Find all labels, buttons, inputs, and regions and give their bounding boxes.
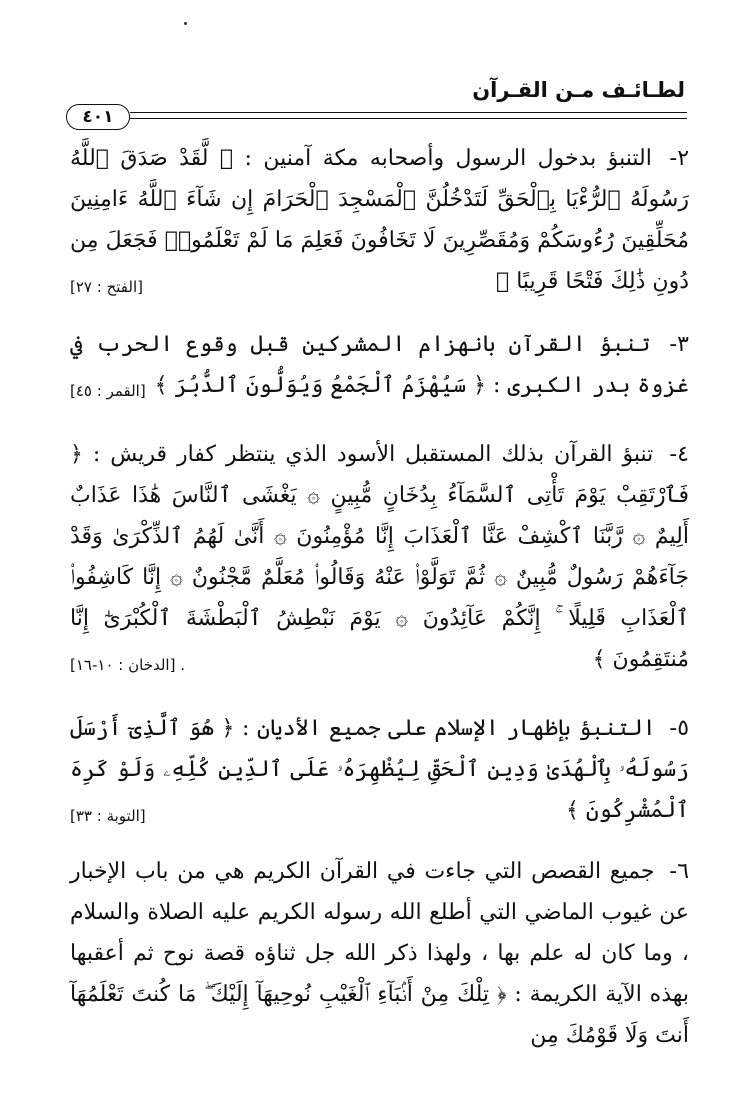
list-item	[70, 434, 689, 686]
item-text: جميع القصص التي جاءت في القرآن الكريم هي من باب الإخبار عن غيوب الماضي التي أطلع الله رسوله الكريم عليه الصلاة والسلام ، وما كان له علم بها ، ولهذا ذكر الله جل ثناؤه قصة نوح ثم أعقبها بهذه الآية الكريمة :	[70, 859, 689, 1007]
verse-reference: [القمر : ٤٥]	[70, 382, 146, 400]
quran-verse: ﴿ لَّقَدْ صَدَقَ ٱللَّهُ رَسُولَهُ ٱلرُّءْيَا بِٱلْحَقِّ لَتَدْخُلُنَّ ٱلْمَسْجِدَ ٱلْحَرَامَ إِن شَآءَ ٱللَّهُ ءَامِنِينَ مُحَلِّقِينَ رُءُوسَكُمْ وَمُقَصِّرِينَ لَا تَخَافُونَ فَعَلِمَ مَا لَمْ تَعْلَمُوا۟ فَجَعَلَ مِن دُونِ ذَٰلِكَ فَتْحًا قَرِيبًا ﴾	[70, 146, 689, 294]
page-number: ٤٠١	[66, 104, 130, 130]
scan-speck	[184, 22, 187, 25]
quran-verse: ﴿ سَيُهْزَمُ ٱلْجَمْعُ وَيُوَلُّونَ ٱلدُّبُرَ ﴾	[154, 373, 487, 398]
quran-verse: ﴿ فَٱرْتَقِبْ يَوْمَ تَأْتِى ٱلسَّمَآءُ بِدُخَانٍ مُّبِينٍ ۞ يَغْشَى ٱلنَّاسَ هَٰذَا عَذَابٌ أَلِيمٌ ۞ رَّبَّنَا ٱكْشِفْ عَنَّا ٱلْعَذَابَ إِنَّا مُؤْمِنُونَ ۞ أَنَّىٰ لَهُمُ ٱلذِّكْرَىٰ وَقَدْ جَآءَهُمْ رَسُولٌ مُّبِينٌ ۞ ثُمَّ تَوَلَّوْا۟ عَنْهُ وَقَالُوا۟ مُعَلَّمٌ مَّجْنُونٌ ۞ إِنَّا كَاشِفُوا۟ ٱلْعَذَابِ قَلِيلًا ۚ إِنَّكُمْ عَآئِدُونَ ۞ يَوْمَ نَبْطِشُ ٱلْبَطْشَةَ ٱلْكُبْرَىٰٓ إِنَّا مُنتَقِمُونَ ﴾	[70, 442, 689, 672]
item-text: التنبؤ بإظهار الإسلام على جميع الأديان :	[242, 716, 656, 741]
list-item	[70, 851, 689, 1056]
header-rule	[130, 112, 687, 113]
list-item	[70, 324, 689, 412]
running-title: لطـائـف مـن القـرآن	[472, 78, 685, 102]
item-text: تنبؤ القرآن بذلك المستقبل الأسود الذي ينتظر كفار قريش :	[92, 442, 654, 467]
item-number: ٤-	[669, 442, 689, 467]
list-item	[70, 708, 689, 837]
verse-reference: . [الدخان : ١٠-١٦]	[70, 656, 185, 674]
quran-verse: ﴿ هُوَ ٱلَّذِىٓ أَرْسَلَ رَسُولَهُۥ بِٱلْهُدَىٰ وَدِينِ ٱلْحَقِّ لِيُظْهِرَهُۥ عَلَى ٱلدِّينِ كُلِّهِۦ وَلَوْ كَرِهَ ٱلْمُشْرِكُونَ ﴾	[70, 716, 689, 823]
quran-verse: ﴿ تِلْكَ مِنْ أَنۢبَآءِ ٱلْغَيْبِ نُوحِيهَآ إِلَيْكَ ۖ مَا كُنتَ تَعْلَمُهَآ أَنتَ وَلَا قَوْمُكَ مِن	[70, 982, 689, 1048]
page-body	[70, 138, 689, 1056]
item-number: ٥-	[669, 716, 690, 741]
item-number: ٣-	[669, 332, 689, 357]
item-text: تنبؤ القرآن بانهزام المشركين قبل وقوع الحرب في غزوة بدر الكبرى :	[70, 332, 689, 398]
item-number: ٦-	[669, 859, 690, 884]
verse-reference: [التوبة : ٣٣]	[70, 807, 146, 825]
list-item	[70, 138, 689, 308]
item-text: التنبؤ بدخول الرسول وأصحابه مكة آمنين :	[244, 146, 652, 171]
header-rule-thin	[130, 118, 687, 119]
item-number: ٢-	[669, 146, 690, 171]
verse-reference: [الفتح : ٢٧]	[70, 278, 143, 296]
